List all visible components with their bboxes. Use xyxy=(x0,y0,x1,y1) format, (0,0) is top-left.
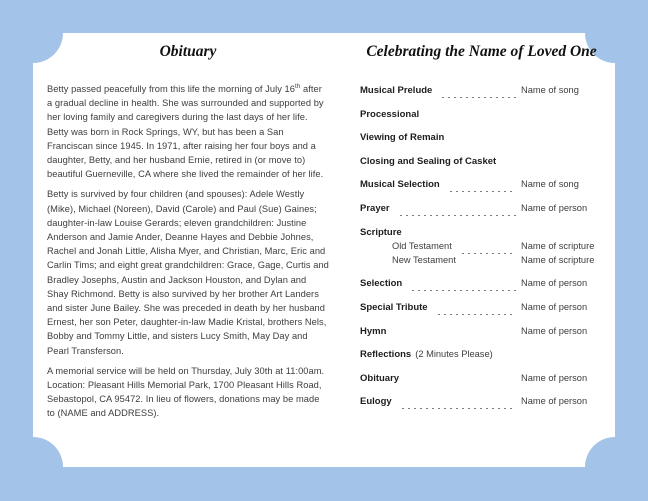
program-item-musical-selection xyxy=(360,179,603,192)
program-item-eulogy xyxy=(360,396,603,409)
obituary-paragraph-1-text: Betty passed peacefully from this life the morning of July 16 xyxy=(47,84,295,94)
program-item-hymn xyxy=(360,326,603,339)
program-item-value: Name of song xyxy=(521,85,579,95)
program-item-musical-prelude xyxy=(360,85,603,98)
program-item-label: Processional xyxy=(360,108,420,120)
program-item-special-tribute xyxy=(360,302,603,315)
corner-notch-bottom-left xyxy=(33,437,63,467)
dot-leader xyxy=(448,179,516,192)
program-item-label: Special Tribute xyxy=(360,301,428,313)
obituary-paragraph-2: Betty is survived by four children (and spouses): Adele Westly (Mike), Michael (Noreen), David (Carole) and Paul (Sue) Gaines; daughter-in-law Louise Gerards; eleven grandchildren: Justine Anderson and Jamie Ander, Deanne Hayes and Debbie Johnes, Rachel and Jonah Little, Alisha Myer, and Christian, Marc, Eric and Carlin Tims; and eight great grandchildren: Grace, Gage, Curtis and Bradley Josephs, Austin and Jackson Houston, and Dylan and Shay Richmond. Betty is also survived by her brother Art Landers and sister June Bailey. She was preceded in death by her husband Ernest, her son Peter, daughter-in-law Madie Kristal, brothers Nels, Bobby and Tommy Little, and sisters Lucy Smith, May Day and Pearl Transferson. xyxy=(47,189,329,356)
program-item-reflections xyxy=(360,349,603,362)
dot-leader xyxy=(436,302,516,315)
program-item-label: Obituary xyxy=(360,372,400,384)
program-item-value: Name of person xyxy=(521,202,588,213)
obituary-panel xyxy=(47,43,329,427)
program-item-label: Reflections xyxy=(360,349,412,361)
program-subitem-label: New Testament xyxy=(392,254,456,265)
program-subitem-new-testament xyxy=(360,255,603,268)
obituary-date-superscript: th xyxy=(295,82,301,90)
dot-leader xyxy=(400,396,516,409)
program-item-value: Name of person xyxy=(521,372,588,383)
program-item-value: Name of person xyxy=(521,278,588,289)
program-subitem-label: Old Testament xyxy=(392,241,452,252)
program-item-closing-and-sealing xyxy=(360,156,603,169)
program-item-label: Scripture xyxy=(360,226,402,238)
program-card xyxy=(33,33,615,467)
program-item-label: Closing and Sealing of Casket xyxy=(360,155,497,167)
program-item-prayer xyxy=(360,203,603,216)
program-item-label: Viewing of Remain xyxy=(360,132,445,144)
program-item-processional xyxy=(360,109,603,122)
program-item-value: Name of person xyxy=(521,396,588,407)
program-subitem-value: Name of scripture xyxy=(521,254,595,265)
dot-leader xyxy=(440,85,516,98)
program-item-label: Musical Selection xyxy=(360,179,440,191)
program-subitem-old-testament xyxy=(360,241,603,254)
dot-leader xyxy=(407,373,516,386)
program-subitem-value: Name of scripture xyxy=(521,241,595,252)
dot-leader xyxy=(394,326,516,339)
program-item-scripture xyxy=(360,227,603,240)
order-of-service-title: Celebrating the Name of Loved One xyxy=(366,43,597,60)
obituary-paragraph-1 xyxy=(47,82,329,181)
program-item-value: Name of person xyxy=(521,325,588,336)
corner-notch-bottom-right xyxy=(585,437,615,467)
program-item-obituary xyxy=(360,373,603,386)
dot-leader xyxy=(398,203,516,216)
order-of-service-panel xyxy=(360,43,603,420)
program-item-viewing-of-remain xyxy=(360,132,603,145)
program-item-value: Name of person xyxy=(521,301,588,312)
program-item-label: Hymn xyxy=(360,325,387,337)
dot-leader xyxy=(410,278,516,291)
program-item-label: Musical Prelude xyxy=(360,85,433,96)
obituary-title: Obituary xyxy=(159,43,217,60)
program-item-value: Name of song xyxy=(521,179,579,190)
obituary-paragraph-1-rest: after a gradual decline in health. She was surrounded and supported by her loving family and caregivers during the last days of her life. Betty was born in Rock Springs, WY, but has been a San Franciscan since 1945. In 1971, after raising her four boys and a daughter, Betty, and her husband Ernie, retired in (or move to) beautiful Guerneville, CA where she lived the remainder of her life. xyxy=(47,84,324,180)
obituary-paragraph-3: A memorial service will be held on Thursday, July 30th at 11:00am. Location: Pleasant Hills Memorial Park, 1700 Pleasant Hills Road, Sebastopol, CA 95472. In lieu of flowers, donations may be made to (NAME and ADDRESS). xyxy=(47,365,325,419)
program-item-label: Selection xyxy=(360,278,403,290)
program-item-note: (2 Minutes Please) xyxy=(415,349,493,360)
program-item-selection xyxy=(360,278,603,291)
program-item-label: Eulogy xyxy=(360,396,392,408)
dot-leader xyxy=(460,241,516,254)
program-item-label: Prayer xyxy=(360,202,390,214)
dot-leader xyxy=(464,255,516,268)
